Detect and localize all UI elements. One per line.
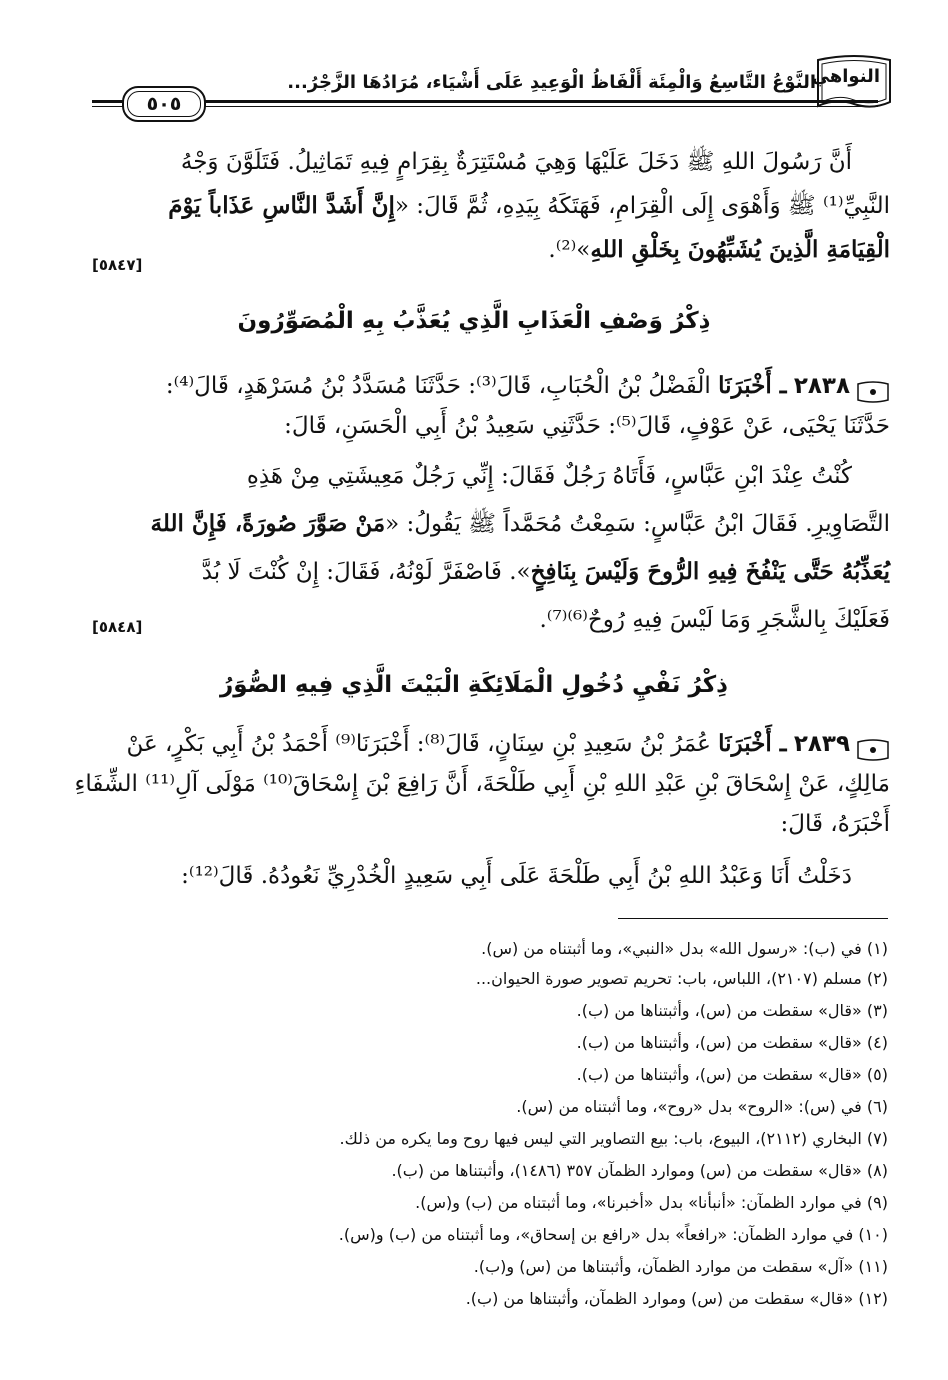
intro-line-2-text: النَّبِيِّ⁽¹⁾ ﷺ وَأَهْوَى إِلَى الْقِرَامِ، فَهَتَكَهُ بِيَدِهِ، ثُمَّ قَالَ: «	[394, 193, 890, 219]
series-badge-label: النواهي	[811, 66, 880, 87]
hadith-2838-reference: [٥٨٤٨]	[92, 618, 143, 636]
page-number-text: ٥٠٥	[146, 93, 182, 115]
hadith-2838-matn-1: كُنْتُ عِنْدَ ابْنِ عَبَّاسٍ، فَأَتَاهُ رَجُلٌ فَقَالَ: إِنِّي رَجُلٌ مَعِيشَتِي مِنْ هَذِهِ	[246, 463, 852, 489]
footnote-6: (٦) في (س): «الروح» بدل «روح»، وما أثبتناه من (س).	[516, 1097, 888, 1116]
matn-3-bold: يُعَذِّبُهُ حَتَّى يَنْفُخَ فِيهِ الرُّوحَ وَلَيْسَ بِنَافِخٍ	[530, 558, 890, 585]
hadith-2839-line-1	[92, 724, 890, 768]
hadith-2839-line-2: مَالِكٍ، عَنْ إِسْحَاقَ بْنِ عَبْدِ اللهِ بْنِ أَبِي طَلْحَةَ، أَنَّ رَافِعَ بْنَ إِسْحَاقَ⁽¹⁰⁾ مَوْلَى آلِ⁽¹¹⁾ الشِّفَاءِ	[74, 771, 890, 797]
hadith-2838-matn-4: فَعَلَيْكَ بِالشَّجَرِ وَمَا لَيْسَ فِيهِ رُوحٌ⁽⁶⁾⁽⁷⁾.	[539, 607, 890, 633]
isnad-line-1: الْفَضْلُ بْنُ الْحُبَابِ، قَالَ⁽³⁾: حَدَّثَنَا مُسَدَّدُ بْنُ مُسَرْهَدٍ، قَالَ⁽⁴⁾:	[165, 373, 711, 399]
footnote-5: (٥) «قال» سقطت من (س)، وأثبتناها من (ب).	[576, 1065, 888, 1084]
intro-reference: [٥٨٤٧]	[92, 256, 143, 274]
footnote-12: (١٢) «قال» سقطت من (س) وموارد الظمآن، وأثبتناها من (ب).	[465, 1289, 888, 1308]
header-rule-thin	[92, 106, 878, 107]
hadith-2838-matn-3	[92, 552, 890, 596]
footnote-8: (٨) «قال» سقطت من (س) وموارد الظمآن ٣٥٧ (١٤٨٦)، وأثبتناها من (ب).	[391, 1161, 888, 1180]
hadith-2839-line-3: أَخْبَرَهُ، قَالَ:	[780, 811, 890, 837]
intro-bold-quote: إِنَّ أَشَدَّ النَّاسِ عَذَاباً يَوْمَ	[168, 192, 395, 219]
footnote-11: (١١) «آل» سقطت من موارد الظمآن، وأثبتناها من (س) و(ب).	[473, 1257, 888, 1276]
footnote-2: (٢) مسلم (٢١٠٧)، اللباس، باب: تحريم تصوير صورة الحيوان...	[475, 969, 888, 988]
page-number	[122, 86, 206, 122]
hadith-2838-line-1	[92, 366, 890, 410]
footnote-1: (١) في (ب): «رسول الله» بدل «النبي»، وما أثبتناه من (س).	[481, 939, 888, 958]
section-heading-1: ذِكْرُ وَصْفِ الْعَذَابِ الَّذِي يُعَذَّبُ بِهِ الْمُصَوِّرُونَ	[237, 308, 711, 334]
intro-line-3-tail: »⁽²⁾.	[548, 237, 591, 263]
running-head: النَّوْعُ التَّاسِعُ وَالْمِئَة أَلْفَاظُ الْوَعِيدِ عَلَى أَشْيَاء، مُرَادُهَا الزَّجْرُ...	[287, 72, 816, 93]
footnote-4: (٤) «قال» سقطت من (س)، وأثبتناها من (ب).	[576, 1033, 888, 1052]
intro-line-3	[200, 230, 890, 274]
footnote-10: (١٠) في موارد الظمآن: «رافعاً» بدل «رافع بن إسحاق»، وما أثبتناه من (ب) و(س).	[338, 1225, 888, 1244]
header-rule	[92, 100, 878, 103]
section-heading-2: ذِكْرُ نَفْيِ دُخُولِ الْمَلَائِكَةِ الْبَيْتَ الَّذِي فِيهِ الصُّوَرُ	[220, 672, 728, 698]
footnote-7: (٧) البخاري (٢١١٢)، البيوع، باب: بيع التصاوير التي ليس فيها روح وما يكره من ذلك.	[339, 1129, 888, 1148]
akhbarana-label: ـ أَخْبَرَنَا	[718, 730, 787, 757]
series-badge	[812, 52, 896, 114]
hadith-2839-matn-1: دَخَلْتُ أَنَا وَعَبْدُ اللهِ بْنُ أَبِي طَلْحَةَ عَلَى أَبِي سَعِيدٍ الْخُدْرِيِّ نَعُودُهُ. قَالَ⁽¹²⁾:	[181, 863, 852, 889]
akhbarana-label: ـ أَخْبَرَنَا	[718, 372, 787, 399]
hadith-2838-matn-2	[92, 504, 890, 548]
intro-line-2	[92, 186, 890, 230]
footnote-rule	[618, 918, 888, 919]
matn-2-text: التَّصَاوِيرِ. فَقَالَ ابْنُ عَبَّاسٍ: سَمِعْتُ مُحَمَّداً ﷺ يَقُولُ: «	[385, 511, 890, 537]
matn-2-bold: مَنْ صَوَّرَ صُورَةً، فَإِنَّ اللهَ	[150, 510, 386, 537]
hadith-marker-icon	[856, 376, 890, 398]
hadith-number: ٢٨٣٨	[793, 373, 850, 399]
intro-line-3-text: الْقِيَامَةِ الَّذِينَ يُشَبِّهُونَ بِخَلْقِ اللهِ	[590, 236, 890, 263]
footnote-9: (٩) في موارد الظمآن: «أنبأنا» بدل «أخبرنا»، وما أثبتناه من (ب) و(س).	[415, 1193, 888, 1212]
hadith-2838-line-2: حَدَّثَنَا يَحْيَى، عَنْ عَوْفٍ، قَالَ⁽⁵⁾: حَدَّثَنِي سَعِيدُ بْنُ أَبِي الْحَسَنِ، قَالَ:	[284, 413, 890, 439]
footnote-3: (٣) «قال» سقطت من (س)، وأثبتناها من (ب).	[576, 1001, 888, 1020]
matn-3-text: ». فَاصْفَرَّ لَوْنُهُ، فَقَالَ: إِنْ كُنْتَ لَا بُدَّ	[201, 559, 531, 585]
intro-line-1: أَنَّ رَسُولَ اللهِ ﷺ دَخَلَ عَلَيْهَا وَهِيَ مُسْتَتِرَةٌ بِقِرَامٍ فِيهِ تَمَاثِيلُ. فَتَلَوَّنَ وَجْهُ	[180, 149, 852, 175]
hadith-number: ٢٨٣٩	[793, 731, 850, 757]
isnad-line-1: عُمَرُ بْنُ سَعِيدِ بْنِ سِنَانٍ، قَالَ⁽⁸⁾: أَخْبَرَنَا⁽⁹⁾ أَحْمَدُ بْنُ أَبِي بَكْرٍ، عَنْ	[126, 731, 711, 757]
hadith-marker-icon	[856, 734, 890, 756]
